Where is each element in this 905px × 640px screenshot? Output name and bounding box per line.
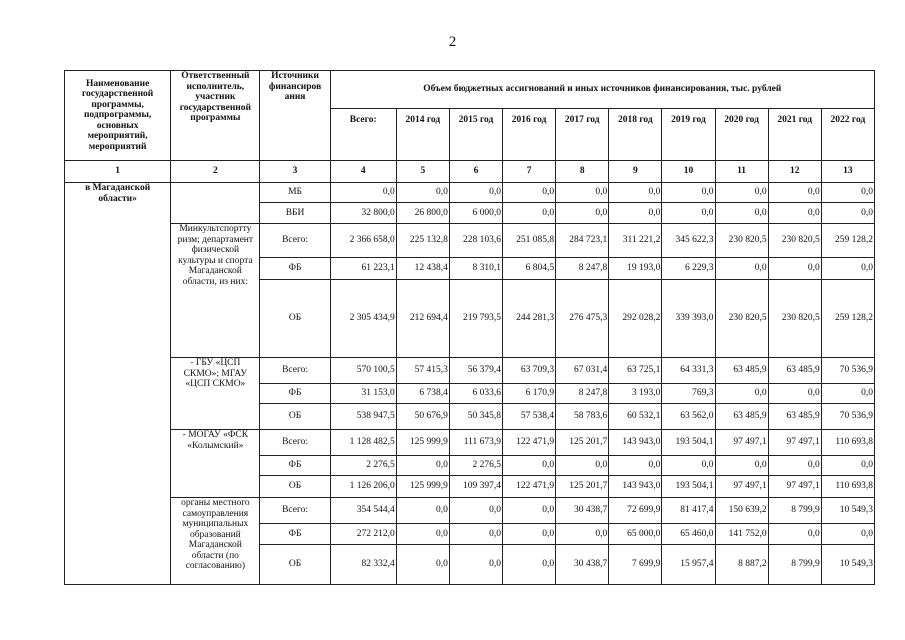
- table-row: [65, 358, 875, 384]
- year-value: 0,0: [609, 183, 662, 203]
- year-value: 259 128,2: [821, 280, 874, 358]
- header-year: 2022 год: [821, 109, 874, 161]
- total-value: 2 305 434,9: [330, 280, 396, 358]
- funding-source: ОБ: [260, 545, 330, 585]
- year-value: 0,0: [556, 203, 609, 224]
- year-value: 2 276,5: [449, 456, 502, 476]
- funding-source: МБ: [260, 183, 330, 203]
- year-value: 230 820,5: [715, 280, 768, 358]
- year-value: 0,0: [821, 456, 874, 476]
- year-value: 58 783,6: [556, 404, 609, 430]
- year-value: 0,0: [503, 545, 556, 585]
- year-value: 769,3: [662, 384, 715, 404]
- year-value: 10 549,3: [821, 545, 874, 585]
- year-value: 30 438,7: [556, 545, 609, 585]
- year-value: 0,0: [396, 545, 449, 585]
- year-value: 0,0: [821, 203, 874, 224]
- total-value: 538 947,5: [330, 404, 396, 430]
- year-value: 0,0: [662, 456, 715, 476]
- column-number: 9: [609, 161, 662, 183]
- funding-source: Всего:: [260, 358, 330, 384]
- header-name: Наименование государственной программы, подпрограммы, основных мероприятий, мероприятий: [65, 71, 171, 161]
- total-value: 1 126 206,0: [330, 476, 396, 498]
- year-value: 0,0: [396, 456, 449, 476]
- header-total: Всего:: [330, 109, 396, 161]
- year-value: 230 820,5: [768, 280, 821, 358]
- year-value: 70 536,9: [821, 404, 874, 430]
- year-value: 0,0: [449, 498, 502, 524]
- year-value: 125 999,9: [396, 476, 449, 498]
- year-value: 110 693,8: [821, 476, 874, 498]
- year-value: 109 397,4: [449, 476, 502, 498]
- year-value: 8 799,9: [768, 498, 821, 524]
- total-value: 32 800,0: [330, 203, 396, 224]
- year-value: 0,0: [821, 524, 874, 545]
- column-number: 8: [556, 161, 609, 183]
- year-value: 284 723,1: [556, 224, 609, 258]
- header-year: 2017 год: [556, 109, 609, 161]
- page-number: 2: [448, 34, 457, 50]
- year-value: 0,0: [662, 183, 715, 203]
- column-number: 1: [65, 161, 171, 183]
- executor-cell: [171, 183, 260, 224]
- year-value: 0,0: [768, 384, 821, 404]
- year-value: 15 957,4: [662, 545, 715, 585]
- total-value: 272 212,0: [330, 524, 396, 545]
- year-value: 81 417,4: [662, 498, 715, 524]
- year-value: 0,0: [715, 203, 768, 224]
- year-value: 30 438,7: [556, 498, 609, 524]
- header-year: 2018 год: [609, 109, 662, 161]
- year-value: 0,0: [503, 183, 556, 203]
- column-number: 7: [503, 161, 556, 183]
- year-value: 0,0: [396, 524, 449, 545]
- year-value: 57 538,4: [503, 404, 556, 430]
- column-number: 11: [715, 161, 768, 183]
- funding-source: ОБ: [260, 404, 330, 430]
- column-number: 2: [171, 161, 260, 183]
- column-number: 13: [821, 161, 874, 183]
- year-value: 311 221,2: [609, 224, 662, 258]
- year-value: 19 193,0: [609, 258, 662, 280]
- year-value: 122 471,9: [503, 476, 556, 498]
- total-value: 31 153,0: [330, 384, 396, 404]
- year-value: 0,0: [821, 258, 874, 280]
- funding-source: Всего:: [260, 224, 330, 258]
- year-value: 6 229,3: [662, 258, 715, 280]
- column-number: 10: [662, 161, 715, 183]
- year-value: 63 485,9: [715, 404, 768, 430]
- year-value: 8 799,9: [768, 545, 821, 585]
- year-value: 50 676,9: [396, 404, 449, 430]
- header-year: 2016 год: [503, 109, 556, 161]
- funding-source: ФБ: [260, 258, 330, 280]
- column-number: 3: [260, 161, 330, 183]
- header-year: 2019 год: [662, 109, 715, 161]
- year-value: 0,0: [556, 524, 609, 545]
- year-value: 0,0: [715, 384, 768, 404]
- year-value: 57 415,3: [396, 358, 449, 384]
- year-value: 63 709,3: [503, 358, 556, 384]
- year-value: 0,0: [503, 498, 556, 524]
- column-number: 6: [449, 161, 502, 183]
- year-value: 143 943,0: [609, 430, 662, 456]
- year-value: 0,0: [821, 384, 874, 404]
- year-value: 212 694,4: [396, 280, 449, 358]
- year-value: 12 438,4: [396, 258, 449, 280]
- table-row: [65, 430, 875, 456]
- year-value: 97 497,1: [715, 476, 768, 498]
- year-value: 0,0: [821, 183, 874, 203]
- year-value: 122 471,9: [503, 430, 556, 456]
- executor-cell: Минкультспортту ризм; департамент физической культуры и спорта Магаданской области, из них:: [171, 224, 260, 358]
- year-value: 339 393,0: [662, 280, 715, 358]
- funding-source: ОБ: [260, 476, 330, 498]
- year-value: 0,0: [768, 203, 821, 224]
- total-value: 61 223,1: [330, 258, 396, 280]
- total-value: 1 128 482,5: [330, 430, 396, 456]
- year-value: 6 738,4: [396, 384, 449, 404]
- column-number: 5: [396, 161, 449, 183]
- funding-source: Всего:: [260, 498, 330, 524]
- total-value: 0,0: [330, 183, 396, 203]
- table-row: [65, 183, 875, 203]
- total-value: 82 332,4: [330, 545, 396, 585]
- year-value: 230 820,5: [715, 224, 768, 258]
- table-row: [65, 498, 875, 524]
- executor-cell: - ГБУ «ЦСП СКМО»; МГАУ «ЦСП СКМО»: [171, 358, 260, 430]
- executor-cell: органы местного самоуправления муниципальных образований Магаданской области (по согласованию): [171, 498, 260, 585]
- year-value: 0,0: [396, 183, 449, 203]
- year-value: 345 622,3: [662, 224, 715, 258]
- year-value: 0,0: [768, 524, 821, 545]
- total-value: 2 366 658,0: [330, 224, 396, 258]
- header-year: 2015 год: [449, 109, 502, 161]
- year-value: 63 725,1: [609, 358, 662, 384]
- total-value: 2 276,5: [330, 456, 396, 476]
- year-value: 63 485,9: [768, 358, 821, 384]
- year-value: 8 887,2: [715, 545, 768, 585]
- year-value: 0,0: [396, 498, 449, 524]
- year-value: 63 562,0: [662, 404, 715, 430]
- year-value: 26 800,0: [396, 203, 449, 224]
- year-value: 150 639,2: [715, 498, 768, 524]
- year-value: 0,0: [449, 545, 502, 585]
- year-value: 97 497,1: [768, 430, 821, 456]
- year-value: 65 000,0: [609, 524, 662, 545]
- header-executor: Ответственный исполнитель, участник государственной программы: [171, 71, 260, 161]
- header-year: 2020 год: [715, 109, 768, 161]
- year-value: 125 201,7: [556, 476, 609, 498]
- year-value: 228 103,6: [449, 224, 502, 258]
- year-value: 0,0: [449, 524, 502, 545]
- header-budget-volume: Объем бюджетных ассигнований и иных источников финансирования, тыс. рублей: [330, 71, 874, 109]
- year-value: 10 549,3: [821, 498, 874, 524]
- year-value: 67 031,4: [556, 358, 609, 384]
- year-value: 219 793,5: [449, 280, 502, 358]
- header-year: 2014 год: [396, 109, 449, 161]
- year-value: 276 475,3: [556, 280, 609, 358]
- budget-table: [64, 70, 875, 585]
- year-value: 0,0: [609, 203, 662, 224]
- year-value: 0,0: [503, 203, 556, 224]
- year-value: 8 247,8: [556, 258, 609, 280]
- funding-source: ОБ: [260, 280, 330, 358]
- total-value: 570 100,5: [330, 358, 396, 384]
- year-value: 259 128,2: [821, 224, 874, 258]
- year-value: 65 460,0: [662, 524, 715, 545]
- funding-source: ФБ: [260, 384, 330, 404]
- year-value: 63 485,9: [715, 358, 768, 384]
- year-value: 0,0: [768, 183, 821, 203]
- header-source: Источники финансиров ания: [260, 71, 330, 161]
- year-value: 143 943,0: [609, 476, 662, 498]
- funding-source: ВБИ: [260, 203, 330, 224]
- year-value: 6 804,5: [503, 258, 556, 280]
- year-value: 0,0: [715, 183, 768, 203]
- year-value: 3 193,0: [609, 384, 662, 404]
- year-value: 56 379,4: [449, 358, 502, 384]
- year-value: 0,0: [503, 524, 556, 545]
- year-value: 0,0: [768, 258, 821, 280]
- table-body: [65, 161, 875, 585]
- year-value: 8 247,8: [556, 384, 609, 404]
- year-value: 63 485,9: [768, 404, 821, 430]
- header-year: 2021 год: [768, 109, 821, 161]
- year-value: 193 504,1: [662, 476, 715, 498]
- year-value: 8 310,1: [449, 258, 502, 280]
- year-value: 230 820,5: [768, 224, 821, 258]
- funding-source: ФБ: [260, 524, 330, 545]
- year-value: 0,0: [715, 258, 768, 280]
- year-value: 6 000,0: [449, 203, 502, 224]
- year-value: 50 345,8: [449, 404, 502, 430]
- year-value: 97 497,1: [768, 476, 821, 498]
- year-value: 125 201,7: [556, 430, 609, 456]
- year-value: 0,0: [556, 456, 609, 476]
- year-value: 141 752,0: [715, 524, 768, 545]
- year-value: 0,0: [449, 183, 502, 203]
- year-value: 64 331,3: [662, 358, 715, 384]
- year-value: 0,0: [715, 456, 768, 476]
- year-value: 111 673,9: [449, 430, 502, 456]
- total-value: 354 544,4: [330, 498, 396, 524]
- funding-source: ФБ: [260, 456, 330, 476]
- year-value: 125 999,9: [396, 430, 449, 456]
- year-value: 60 532,1: [609, 404, 662, 430]
- year-value: 0,0: [503, 456, 556, 476]
- year-value: 251 085,8: [503, 224, 556, 258]
- year-value: 72 699,9: [609, 498, 662, 524]
- funding-source: Всего:: [260, 430, 330, 456]
- year-value: 6 170,9: [503, 384, 556, 404]
- year-value: 70 536,9: [821, 358, 874, 384]
- column-number: 4: [330, 161, 396, 183]
- year-value: 193 504,1: [662, 430, 715, 456]
- column-numbers-row: [65, 161, 875, 183]
- year-value: 225 132,8: [396, 224, 449, 258]
- year-value: 0,0: [662, 203, 715, 224]
- program-name: в Магаданской области»: [65, 183, 171, 585]
- executor-cell: - МОГАУ «ФСК «Колымский»: [171, 430, 260, 498]
- table-header: [65, 71, 875, 161]
- year-value: 244 281,3: [503, 280, 556, 358]
- year-value: 0,0: [768, 456, 821, 476]
- year-value: 110 693,8: [821, 430, 874, 456]
- year-value: 97 497,1: [715, 430, 768, 456]
- year-value: 0,0: [609, 456, 662, 476]
- table-row: [65, 224, 875, 258]
- column-number: 12: [768, 161, 821, 183]
- year-value: 0,0: [556, 183, 609, 203]
- year-value: 292 028,2: [609, 280, 662, 358]
- year-value: 6 033,6: [449, 384, 502, 404]
- year-value: 7 699,9: [609, 545, 662, 585]
